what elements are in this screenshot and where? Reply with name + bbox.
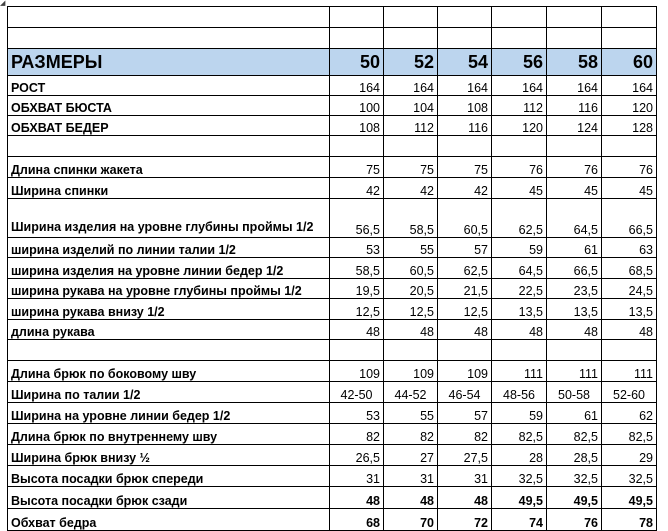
value-cell: 164	[547, 76, 602, 96]
value-cell: 164	[492, 76, 547, 96]
value-cell: 12,5	[438, 299, 492, 320]
value-cell: 62,5	[492, 199, 547, 238]
value-cell: 28,5	[547, 445, 602, 466]
value-cell: 12,5	[330, 299, 384, 320]
row-label: Ширина спинки	[8, 178, 330, 199]
value-cell: 48	[330, 487, 384, 509]
blank-row	[8, 136, 657, 157]
empty-cell	[384, 7, 438, 28]
value-cell: 61	[547, 403, 602, 424]
value-cell: 27	[384, 445, 438, 466]
value-cell: 64,5	[547, 199, 602, 238]
value-cell: 45	[602, 178, 657, 199]
value-cell: 82,5	[547, 424, 602, 445]
value-cell: 12,5	[384, 299, 438, 320]
table-row	[8, 96, 657, 116]
table-row	[8, 199, 657, 238]
value-cell: 58,5	[330, 258, 384, 279]
row-label: Обхват бедра	[8, 509, 330, 531]
table-row	[8, 279, 657, 299]
value-cell: 48-56	[492, 382, 547, 403]
value-cell: 76	[492, 157, 547, 178]
value-cell: 59	[492, 403, 547, 424]
value-cell: 78	[602, 509, 657, 531]
value-cell: 64,5	[492, 258, 547, 279]
value-cell: 109	[438, 361, 492, 382]
value-cell: 116	[547, 96, 602, 116]
value-cell: 45	[492, 178, 547, 199]
value-cell: 48	[492, 320, 547, 340]
value-cell: 49,5	[492, 487, 547, 509]
value-cell: 48	[384, 487, 438, 509]
value-cell: 42	[384, 178, 438, 199]
value-cell: 75	[330, 157, 384, 178]
row-label: Длина брюк по внутреннему шву	[8, 424, 330, 445]
value-cell: 27,5	[438, 445, 492, 466]
value-cell: 21,5	[438, 279, 492, 299]
size-header-cell: 58	[547, 49, 602, 76]
value-cell: 57	[438, 403, 492, 424]
value-cell: 20,5	[384, 279, 438, 299]
row-label: ОБХВАТ БЮСТА	[8, 96, 330, 116]
value-cell: 53	[330, 403, 384, 424]
empty-cell	[384, 28, 438, 49]
value-cell: 50-58	[547, 382, 602, 403]
value-cell: 32,5	[547, 466, 602, 487]
value-cell: 58,5	[384, 199, 438, 238]
row-label: РОСТ	[8, 76, 330, 96]
row-label: ширина изделия на уровне линии бедер 1/2	[8, 258, 330, 279]
empty-cell	[547, 340, 602, 361]
value-cell: 57	[438, 238, 492, 258]
value-cell: 48	[602, 320, 657, 340]
value-cell: 32,5	[602, 466, 657, 487]
value-cell: 164	[330, 76, 384, 96]
value-cell: 56,5	[330, 199, 384, 238]
empty-cell	[547, 7, 602, 28]
value-cell: 59	[492, 238, 547, 258]
value-cell: 164	[438, 76, 492, 96]
value-cell: 24,5	[602, 279, 657, 299]
value-cell: 19,5	[330, 279, 384, 299]
empty-cell	[492, 340, 547, 361]
value-cell: 68	[330, 509, 384, 531]
row-label: Ширина изделия на уровне глубины проймы 1/2	[8, 199, 330, 238]
empty-cell	[8, 340, 330, 361]
row-label: ширина рукава внизу 1/2	[8, 299, 330, 320]
header-label: РАЗМЕРЫ	[8, 49, 330, 76]
empty-cell	[330, 28, 384, 49]
value-cell: 28	[492, 445, 547, 466]
value-cell: 42-50	[330, 382, 384, 403]
table-row	[8, 382, 657, 403]
value-cell: 108	[438, 96, 492, 116]
cell-corner-marker: ◢	[0, 0, 6, 7]
size-chart-table	[7, 6, 657, 531]
value-cell: 60,5	[438, 199, 492, 238]
empty-cell	[547, 28, 602, 49]
table-row	[8, 403, 657, 424]
empty-cell	[602, 7, 657, 28]
value-cell: 55	[384, 238, 438, 258]
table-row	[8, 509, 657, 531]
empty-cell	[330, 340, 384, 361]
blank-row	[8, 340, 657, 361]
table-row	[8, 320, 657, 340]
value-cell: 55	[384, 403, 438, 424]
value-cell: 120	[602, 96, 657, 116]
row-label: ОБХВАТ БЕДЕР	[8, 116, 330, 136]
empty-cell	[438, 340, 492, 361]
value-cell: 61	[547, 238, 602, 258]
row-label: длина рукава	[8, 320, 330, 340]
value-cell: 31	[330, 466, 384, 487]
empty-cell	[492, 7, 547, 28]
header-row	[8, 49, 657, 76]
value-cell: 32,5	[492, 466, 547, 487]
value-cell: 13,5	[547, 299, 602, 320]
row-label: Длина брюк по боковому шву	[8, 361, 330, 382]
size-header-cell: 52	[384, 49, 438, 76]
empty-cell	[492, 28, 547, 49]
empty-cell	[8, 28, 330, 49]
size-header-cell: 54	[438, 49, 492, 76]
table-row	[8, 258, 657, 279]
value-cell: 13,5	[492, 299, 547, 320]
row-label: Длина спинки жакета	[8, 157, 330, 178]
value-cell: 62,5	[438, 258, 492, 279]
value-cell: 82	[438, 424, 492, 445]
value-cell: 109	[330, 361, 384, 382]
blank-row	[8, 28, 657, 49]
empty-cell	[438, 28, 492, 49]
value-cell: 13,5	[602, 299, 657, 320]
value-cell: 68,5	[602, 258, 657, 279]
value-cell: 22,5	[492, 279, 547, 299]
value-cell: 46-54	[438, 382, 492, 403]
empty-cell	[547, 136, 602, 157]
table-row	[8, 299, 657, 320]
table-row	[8, 178, 657, 199]
value-cell: 45	[547, 178, 602, 199]
empty-cell	[602, 136, 657, 157]
value-cell: 62	[602, 403, 657, 424]
value-cell: 49,5	[602, 487, 657, 509]
table-row	[8, 466, 657, 487]
empty-cell	[8, 136, 330, 157]
value-cell: 42	[330, 178, 384, 199]
value-cell: 48	[547, 320, 602, 340]
value-cell: 31	[438, 466, 492, 487]
table-row	[8, 361, 657, 382]
table-row	[8, 238, 657, 258]
value-cell: 76	[547, 509, 602, 531]
blank-row	[8, 7, 657, 28]
table-row	[8, 76, 657, 96]
row-label: Высота посадки брюк сзади	[8, 487, 330, 509]
empty-cell	[602, 28, 657, 49]
empty-cell	[8, 7, 330, 28]
value-cell: 72	[438, 509, 492, 531]
value-cell: 75	[438, 157, 492, 178]
value-cell: 112	[384, 116, 438, 136]
value-cell: 112	[492, 96, 547, 116]
table-row	[8, 487, 657, 509]
row-label: ширина рукава на уровне глубины проймы 1/2	[8, 279, 330, 299]
empty-cell	[438, 7, 492, 28]
value-cell: 66,5	[547, 258, 602, 279]
empty-cell	[384, 136, 438, 157]
empty-cell	[602, 340, 657, 361]
value-cell: 82	[330, 424, 384, 445]
value-cell: 82,5	[602, 424, 657, 445]
value-cell: 48	[438, 487, 492, 509]
row-label: Ширина на уровне линии бедер 1/2	[8, 403, 330, 424]
value-cell: 48	[330, 320, 384, 340]
row-label: ширина изделий по линии талии 1/2	[8, 238, 330, 258]
value-cell: 111	[602, 361, 657, 382]
value-cell: 26,5	[330, 445, 384, 466]
value-cell: 48	[384, 320, 438, 340]
value-cell: 31	[384, 466, 438, 487]
size-header-cell: 56	[492, 49, 547, 76]
value-cell: 128	[602, 116, 657, 136]
empty-cell	[330, 136, 384, 157]
value-cell: 109	[384, 361, 438, 382]
value-cell: 42	[438, 178, 492, 199]
table-row	[8, 424, 657, 445]
value-cell: 116	[438, 116, 492, 136]
value-cell: 111	[492, 361, 547, 382]
value-cell: 124	[547, 116, 602, 136]
size-header-cell: 60	[602, 49, 657, 76]
size-header-cell: 50	[330, 49, 384, 76]
value-cell: 108	[330, 116, 384, 136]
value-cell: 29	[602, 445, 657, 466]
value-cell: 82	[384, 424, 438, 445]
value-cell: 53	[330, 238, 384, 258]
value-cell: 164	[602, 76, 657, 96]
value-cell: 66,5	[602, 199, 657, 238]
value-cell: 111	[547, 361, 602, 382]
value-cell: 100	[330, 96, 384, 116]
value-cell: 52-60	[602, 382, 657, 403]
value-cell: 164	[384, 76, 438, 96]
value-cell: 75	[384, 157, 438, 178]
row-label: Ширина брюк внизу ½	[8, 445, 330, 466]
empty-cell	[492, 136, 547, 157]
value-cell: 60,5	[384, 258, 438, 279]
value-cell: 104	[384, 96, 438, 116]
value-cell: 70	[384, 509, 438, 531]
empty-cell	[438, 136, 492, 157]
value-cell: 23,5	[547, 279, 602, 299]
value-cell: 76	[547, 157, 602, 178]
empty-cell	[384, 340, 438, 361]
value-cell: 120	[492, 116, 547, 136]
value-cell: 48	[438, 320, 492, 340]
table-row	[8, 445, 657, 466]
row-label: Ширина по талии 1/2	[8, 382, 330, 403]
value-cell: 49,5	[547, 487, 602, 509]
value-cell: 63	[602, 238, 657, 258]
value-cell: 74	[492, 509, 547, 531]
value-cell: 82,5	[492, 424, 547, 445]
row-label: Высота посадки брюк спереди	[8, 466, 330, 487]
value-cell: 44-52	[384, 382, 438, 403]
table-row	[8, 116, 657, 136]
value-cell: 76	[602, 157, 657, 178]
table-row	[8, 157, 657, 178]
empty-cell	[330, 7, 384, 28]
